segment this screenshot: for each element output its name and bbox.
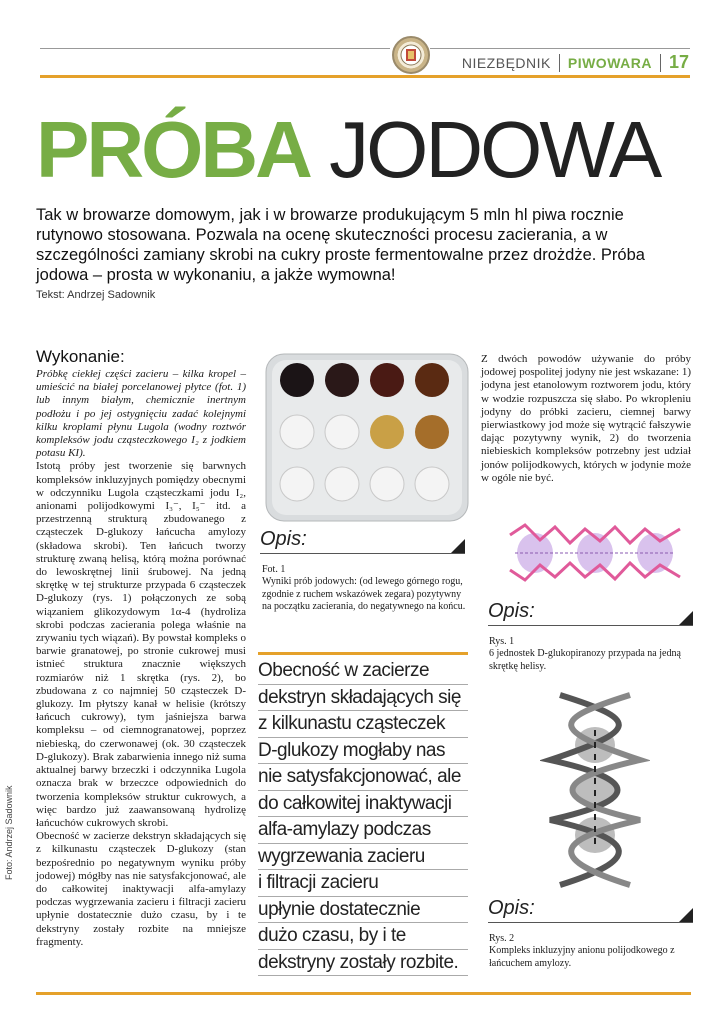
article-column-1 — [36, 348, 246, 949]
photo-credit: Foto: Andrzej Sadownik — [4, 785, 14, 880]
header-divider — [660, 54, 661, 72]
well-1 — [280, 363, 314, 397]
opis-label: Opis: — [488, 600, 535, 622]
helix-turn-diagram — [505, 515, 685, 590]
quote-line: alfa-amylazy podczas — [258, 817, 468, 844]
bottom-rule — [36, 992, 691, 995]
caption-label: Rys. 2 — [489, 933, 515, 944]
well-11 — [370, 467, 404, 501]
well-6 — [325, 415, 359, 449]
corner-triangle-icon — [451, 539, 465, 553]
photo-opis-header — [260, 528, 465, 554]
quote-line: wygrzewania zacieru — [258, 844, 468, 871]
top-rule — [40, 48, 390, 49]
title-thin: JODOWA — [329, 105, 660, 194]
quote-rule — [258, 652, 468, 655]
title-bold: PRÓBA — [36, 105, 310, 194]
quote-line: dekstryny zostały rozbite. — [258, 950, 468, 977]
figure2-caption — [489, 933, 689, 970]
well-2 — [325, 363, 359, 397]
byline: Tekst: Andrzej Sadownik — [36, 289, 156, 301]
quote-line: Obecność w zacierze — [258, 658, 468, 685]
caption-text: Wyniki prób jodowych: (od lewego górnego rogu, zgodnie z ruchem wskazówek zegara) pozytywny na początku zacierania, do negatywnego na końcu. — [262, 576, 466, 613]
top-rule-right — [430, 48, 690, 49]
well-3 — [370, 363, 404, 397]
magazine-name: PIWOWARA — [567, 54, 652, 71]
corner-triangle-icon — [679, 611, 693, 625]
page-number: 17 — [668, 52, 689, 72]
well-12 — [415, 467, 449, 501]
corner-triangle-icon — [679, 908, 693, 922]
opis-label: Opis: — [260, 528, 307, 550]
well-8 — [415, 415, 449, 449]
section-name: NIEZBĘDNIK — [461, 54, 551, 71]
figure1-caption — [489, 636, 689, 673]
caption-text: 6 jednostek D-glukopiranozy przypada na jedną skrętkę helisy. — [489, 648, 681, 672]
page-header — [462, 52, 689, 73]
well-7 — [370, 415, 404, 449]
caption-label: Fot. 1 — [262, 564, 286, 575]
quote-line: z kilkunastu cząsteczek — [258, 711, 468, 738]
article-column-3: Z dwóch powodów używanie do próby jodowej pospolitej jodyny nie jest wskazane: 1) jodyna jest etanolowym roztworem jodu, który w wodzie rozpuszcza się słabo. Po wkropleniu jodyny do próbki zacieru, ciemnej barwy pierwiastkowy jod może się wytrącić fałszywie dając pozytywny wynik, 2) do tworzenia niebieskich kompleksów potrzebny jest udział jonów polijodkowych, których w jodynie może w ogóle nie być. — [481, 353, 691, 484]
figure1-opis-header — [488, 600, 693, 626]
caption-label: Rys. 1 — [489, 636, 515, 647]
photo-caption — [262, 564, 467, 614]
figure2-opis-header — [488, 897, 693, 923]
well-10 — [325, 467, 359, 501]
amylose-helix-diagram — [540, 690, 650, 890]
spot-plate-photo — [262, 350, 472, 525]
quote-line: do całkowitej inaktywacji — [258, 791, 468, 818]
intro-paragraph: Próbkę ciekłej części zacieru – kilka kropel – umieścić na białej porcelanowej płytce (fot. 1) lub innym białym, chemicznie inertnym podłożu i po jej ostygnięciu zadać kolejnymi kilku kroplami płynu Lugola (wodny roztwór kompleksów jodu cząsteczkowego I₂ z jodkiem potasu KI). — [36, 368, 246, 460]
caption-text: Kompleks inkluzyjny anionu polijodkowego z łańcuchem amylozy. — [489, 945, 675, 969]
body-paragraph: Istotą próby jest tworzenie się barwnych kompleksów inkluzyjnych pomiędzy obecnymi w odczynniku Lugola cząsteczkami jodu I₂, anionami polijodkowymi I₃⁻, I₅⁻ itd. a przestrzenną strukturą zbudowanego z cząsteczek D-glukozy łańcucha amylozy (składowa skrobi). Ten łańcuch tworzy strukturę zwaną helisą, którą można porównać do lewoskrętnej linii śrubowej. Na jedną skrętkę w tej strukturze przypada 6 cząsteczek D-glukozy (rys. 1) połączonych ze sobą wiązaniem glikozydowym 1α-4 (hydroliza skrobi podczas zacierania polega właśnie na zrywaniu tych wiązań). By powstał kompleks o barwie granatowej, po stronie cukrowej musi istnieć struktura znacznie większych rozmiarów niż 1 skrętka (rys. 2), bo zbudowana z co najmniej 50 cząsteczek D-glukozy. Im płytszy kanał w helisie (krótszy łańcuch cukrowy), tym jaśniejsza barwa kompleksu – od ciemnogranatowej, poprzez niebieską, do czerwonawej (ok. 30 cząsteczek D-glukozy). Brak zabarwienia innego niż suma aktualnej barwy brzeczki i odczynnika Lugola oznacza brak w brzeczce odpowiednich do tworzenia kompleksów struktur cukrowych, a więc bardzo już zaawansowaną hydrolizę łańcuchów cukrowych skrobi. — [36, 460, 246, 829]
header-underline — [40, 75, 690, 78]
quote-line: upłynie dostatecznie — [258, 897, 468, 924]
quote-line: nie satysfakcjonować, ale — [258, 764, 468, 791]
quote-line: D-glukozy mogłaby nas — [258, 738, 468, 765]
magazine-logo — [392, 36, 430, 74]
opis-label: Opis: — [488, 897, 535, 919]
pull-quote — [258, 658, 468, 976]
quote-line: i filtracji zacieru — [258, 870, 468, 897]
section-heading: Wykonanie: — [36, 347, 125, 366]
body-paragraph: Obecność w zacierze dekstryn składających się z kilkunastu cząsteczek D-glukozy (stan bezpośrednio po negatywnym wyniku próby jodowej) mógłby nas nie satysfakcjonować, ale do całkowitej inaktywacji alfa-amylazy podczas wygrzewania zacieru i filtracji zacieru upłynie dostatecznie dużo czasu, by i te dekstryny zostały rozbite na mniejsze fragmenty. — [36, 830, 246, 948]
header-divider — [559, 54, 560, 72]
quote-line: dużo czasu, by i te — [258, 923, 468, 950]
well-4 — [415, 363, 449, 397]
lead-paragraph: Tak w browarze domowym, jak i w browarze produkującym 5 mln hl piwa rocznie rutynowo stosowana. Pozwala na ocenę skuteczności procesu zacierania, a w szczególności zamiany skrobi na cukry proste fermentowalne przez drożdże. Próba jodowa – prosta w wykonaniu, a jakże wymowna! — [36, 206, 645, 284]
quote-line: dekstryn składających się — [258, 685, 468, 712]
well-9 — [280, 467, 314, 501]
page-title — [36, 105, 660, 194]
well-5 — [280, 415, 314, 449]
